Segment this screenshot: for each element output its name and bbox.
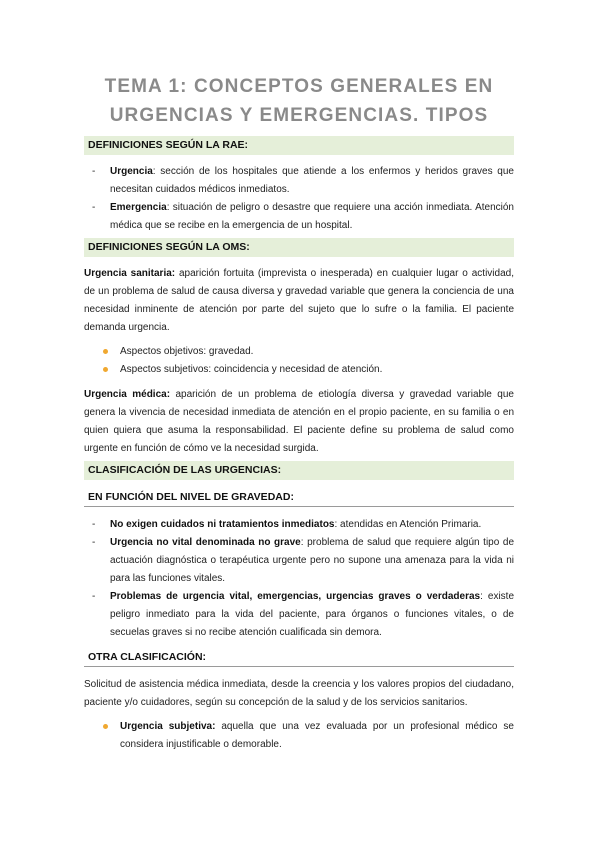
definition: : sección de los hospitales que atiende a los enfermos y heridos graves que necesitan cuidados médicos inmediatos. (110, 166, 514, 195)
gravedad-list (84, 516, 514, 642)
subheading-gravedad: EN FUNCIÓN DEL NIVEL DE GRAVEDAD: (84, 488, 514, 507)
otra-intro: Solicitud de asistencia médica inmediata, desde la creencia y los valores propios del ciudadano, paciente y/o cuidadores, según su concepción de la salud y de los servicios sanitarios. (84, 679, 514, 708)
list-item (84, 199, 514, 235)
definition: : atendidas en Atención Primaria. (334, 519, 482, 530)
list-item (84, 588, 514, 642)
dash-bullet: - (92, 519, 96, 530)
page-title (84, 72, 514, 130)
bullet-dot-icon (103, 349, 108, 354)
definition: : existe peligro inmediato para la vida del paciente, para órganos o funciones vitales, o de secuelas graves si no recibe atención cualificada sin demora. (110, 591, 515, 638)
title-line-2: URGENCIAS Y EMERGENCIAS. TIPOS (109, 105, 489, 126)
oms-bullets (84, 343, 514, 379)
term: Problemas de urgencia vital, emergencias, urgencias graves o verdaderas (110, 591, 481, 602)
definition: : problema de salud que requiere algún tipo de actuación diagnóstica o terapéutica urgente pero no supone una amenaza para la vida ni para las funciones vitales. (110, 537, 515, 584)
section-heading-clasificacion: CLASIFICACIÓN DE LAS URGENCIAS: (84, 461, 514, 480)
section-heading-rae: DEFINICIONES SEGÚN LA RAE: (84, 136, 514, 155)
definition: aparición fortuita (imprevista o inesperada) en cualquier lugar o actividad, de un problema de salud de causa diversa y gravedad variable que genera la conciencia de una necesidad inminente de atención por parte del sujeto que lo sufre o la familia. El paciente demanda urgencia. (84, 268, 514, 333)
term: Urgencia subjetiva: (120, 721, 216, 732)
term: Emergencia (110, 202, 167, 213)
otra-bullets (84, 718, 514, 754)
subheading-otra-clasificacion: OTRA CLASIFICACIÓN: (84, 648, 514, 667)
dash-bullet: - (92, 537, 96, 548)
term: Urgencia sanitaria: (84, 268, 176, 279)
definition: : situación de peligro o desastre que requiere una acción inmediata. Atención médica que se recibe en la emergencia de un hospital. (110, 202, 514, 231)
list-item (84, 516, 514, 534)
dash-bullet: - (92, 591, 96, 602)
term: No exigen cuidados ni tratamientos inmediatos (110, 519, 335, 530)
term: Urgencia médica: (84, 389, 171, 400)
dash-bullet: - (92, 166, 96, 177)
list-item: Aspectos objetivos: gravedad. (84, 343, 514, 361)
oms-paragraph-1 (84, 265, 514, 337)
list-item (84, 163, 514, 199)
oms-paragraph-2 (84, 386, 514, 458)
dash-bullet: - (92, 202, 96, 213)
list-item: Aspectos subjetivos: coincidencia y necesidad de atención. (84, 361, 514, 379)
term: Urgencia (110, 166, 153, 177)
bullet-dot-icon (103, 724, 108, 729)
bullet-dot-icon (103, 367, 108, 372)
definition: aquella que una vez evaluada por un profesional médico se considera injustificable o demorable. (120, 721, 514, 750)
definition: aparición de un problema de etiología diversa y gravedad variable que genera la vivencia de necesidad inmediata de atención en el propio paciente, en su familia o en quien quiera que asuma la responsabilidad. El paciente define su problema de salud como urgente en función de cómo ve la necesidad surgida. (84, 389, 514, 454)
list-item (84, 718, 514, 754)
rae-list (84, 163, 514, 235)
section-heading-oms: DEFINICIONES SEGÚN LA OMS: (84, 238, 514, 257)
term: Urgencia no vital denominada no grave (110, 537, 301, 548)
title-line-1: TEMA 1: CONCEPTOS GENERALES EN (104, 76, 494, 97)
list-item (84, 534, 514, 588)
